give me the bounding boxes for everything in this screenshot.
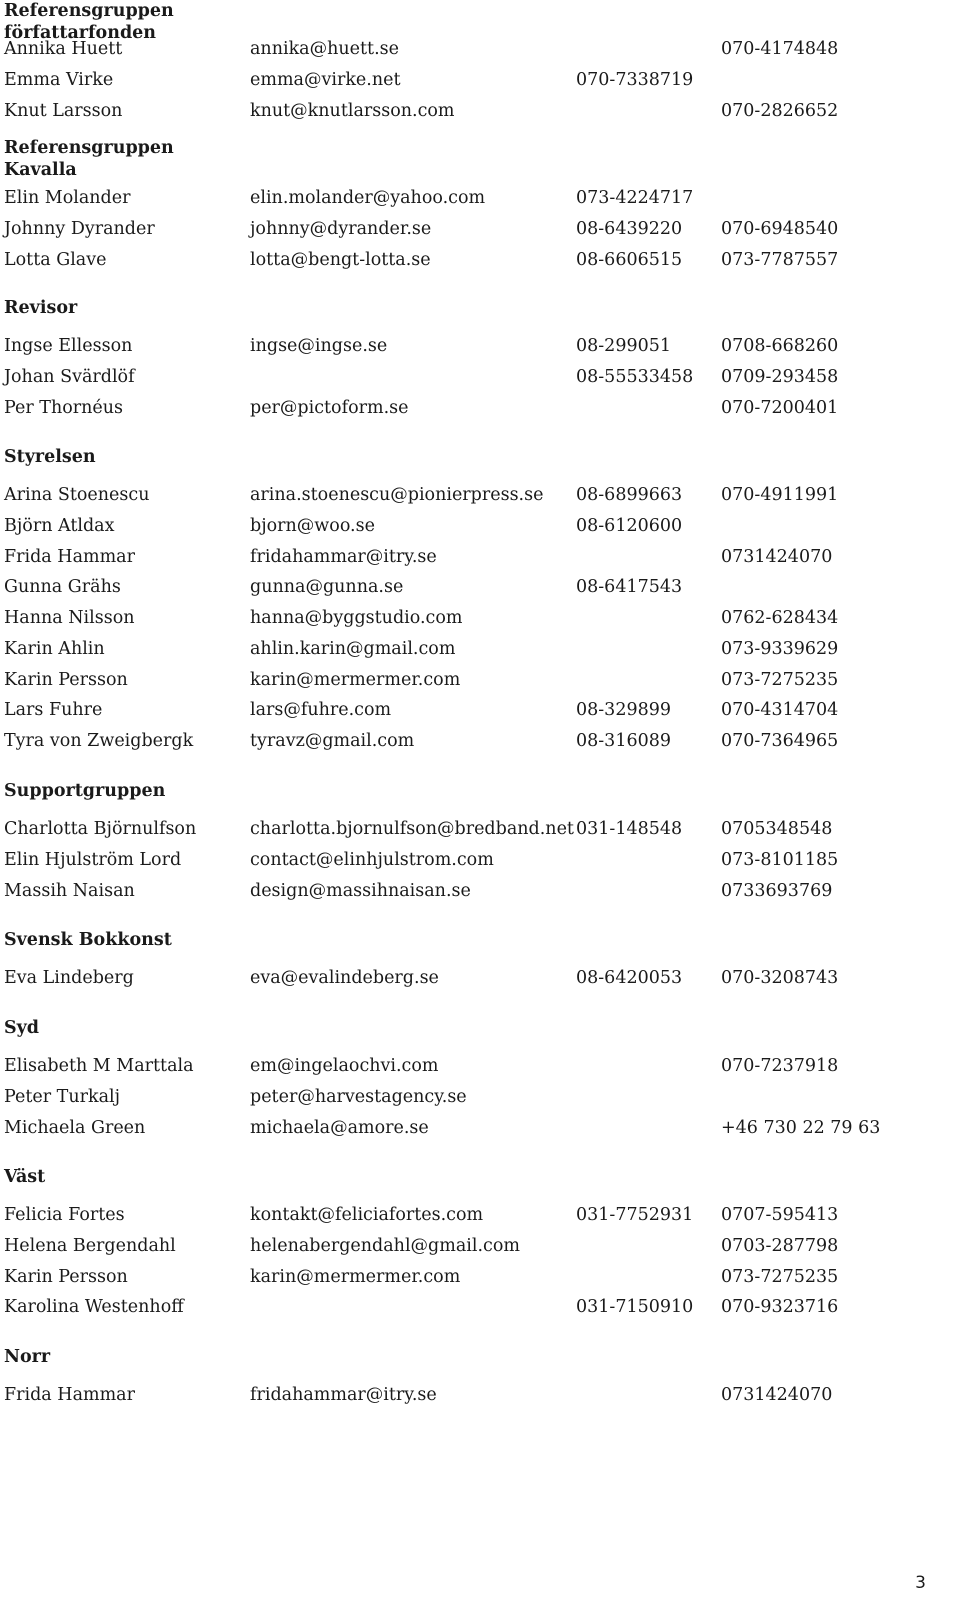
contact-email[interactable]: per@pictoform.se xyxy=(250,397,409,418)
contact-name: Michaela Green xyxy=(4,1117,146,1138)
contact-mobile: 070-4911991 xyxy=(721,485,839,505)
section-heading: Syd xyxy=(4,1018,40,1038)
contact-name: Lotta Glave xyxy=(4,249,107,270)
contact-name: Karin Ahlin xyxy=(4,638,105,659)
contact-mobile: 0731424070 xyxy=(721,546,833,567)
contact-phone: 08-6899663 xyxy=(576,485,683,505)
contact-mobile: 073-9339629 xyxy=(721,638,839,659)
contact-mobile: 070-7200401 xyxy=(721,397,839,418)
contact-mobile: 073-7787557 xyxy=(721,249,839,270)
contact-mobile: 070-9323716 xyxy=(721,1297,839,1318)
contact-email[interactable]: contact@elinhjulstrom.com xyxy=(250,849,494,870)
contact-name: Helena Bergendahl xyxy=(4,1235,176,1256)
contact-name: Frida Hammar xyxy=(4,546,135,567)
contact-name: Björn Atldax xyxy=(4,515,115,536)
contact-mobile: 0708-668260 xyxy=(721,336,839,356)
contact-name: Felicia Fortes xyxy=(4,1205,125,1225)
contact-phone: 031-148548 xyxy=(576,819,683,839)
contact-email[interactable]: ingse@ingse.se xyxy=(250,336,388,356)
contact-name: Johan Svärdlöf xyxy=(4,366,135,387)
contact-name: Massih Naisan xyxy=(4,880,135,901)
contact-name: Emma Virke xyxy=(4,69,114,90)
contact-mobile: 070-4174848 xyxy=(721,39,839,59)
contact-email[interactable]: emma@virke.net xyxy=(250,69,401,90)
contact-name: Karin Persson xyxy=(4,1266,128,1287)
section-heading: Norr xyxy=(4,1347,51,1367)
contact-name: Elisabeth M Marttala xyxy=(4,1056,194,1076)
section-heading: Revisor xyxy=(4,298,78,318)
contact-email[interactable]: tyravz@gmail.com xyxy=(250,731,415,751)
contact-mobile: 0709-293458 xyxy=(721,366,839,387)
contact-phone: 031-7150910 xyxy=(576,1297,694,1318)
contact-mobile: 070-7237918 xyxy=(721,1056,839,1076)
contact-name: Frida Hammar xyxy=(4,1385,135,1405)
contact-phone: 08-6417543 xyxy=(576,577,683,598)
contact-name: Arina Stoenescu xyxy=(4,485,150,505)
contact-phone: 08-6420053 xyxy=(576,968,683,988)
contact-phone: 08-6120600 xyxy=(576,515,683,536)
contact-phone: 070-7338719 xyxy=(576,69,694,90)
contact-email[interactable]: karin@mermermer.com xyxy=(250,669,461,690)
contact-name: Karolina Westenhoff xyxy=(4,1297,184,1318)
contact-mobile: 073-8101185 xyxy=(721,849,839,870)
section-heading: Referensgruppen Kavalla xyxy=(4,138,174,180)
contact-mobile: 0762-628434 xyxy=(721,608,839,628)
contact-email[interactable]: fridahammar@itry.se xyxy=(250,1385,437,1405)
page-number: 3 xyxy=(915,1573,926,1593)
contact-email[interactable]: eva@evalindeberg.se xyxy=(250,968,439,988)
contact-mobile: 070-2826652 xyxy=(721,100,839,121)
contact-phone: 08-329899 xyxy=(576,700,671,721)
contact-mobile: 073-7275235 xyxy=(721,1266,839,1287)
contact-email[interactable]: lotta@bengt-lotta.se xyxy=(250,249,431,270)
contact-name: Ingse Ellesson xyxy=(4,336,133,356)
contact-email[interactable]: em@ingelaochvi.com xyxy=(250,1056,439,1076)
section-heading: Styrelsen xyxy=(4,447,96,467)
contact-mobile: 070-3208743 xyxy=(721,968,839,988)
section-heading: Referensgruppen författarfonden xyxy=(4,1,174,43)
contact-name: Elin Hjulström Lord xyxy=(4,849,182,870)
contact-email[interactable]: michaela@amore.se xyxy=(250,1117,429,1138)
contact-email[interactable]: fridahammar@itry.se xyxy=(250,546,437,567)
contact-phone: 08-6439220 xyxy=(576,218,683,239)
contact-email[interactable]: karin@mermermer.com xyxy=(250,1266,461,1287)
contact-email[interactable]: ahlin.karin@gmail.com xyxy=(250,638,456,659)
contact-phone: 08-55533458 xyxy=(576,366,694,387)
contact-phone: 031-7752931 xyxy=(576,1205,694,1225)
contact-mobile: 073-7275235 xyxy=(721,669,839,690)
contact-email[interactable]: helenabergendahl@gmail.com xyxy=(250,1235,520,1256)
contact-name: Karin Persson xyxy=(4,669,128,690)
contact-mobile: +46 730 22 79 63 xyxy=(721,1117,881,1138)
contact-mobile: 070-7364965 xyxy=(721,731,839,751)
contact-name: Peter Turkalj xyxy=(4,1086,121,1107)
contact-name: Hanna Nilsson xyxy=(4,608,135,628)
contact-name: Tyra von Zweigbergk xyxy=(4,731,194,751)
contact-name: Knut Larsson xyxy=(4,100,123,121)
contact-name: Per Thornéus xyxy=(4,397,123,418)
contact-email[interactable]: kontakt@feliciafortes.com xyxy=(250,1205,484,1225)
contact-name: Charlotta Björnulfson xyxy=(4,819,197,839)
contact-email[interactable]: knut@knutlarsson.com xyxy=(250,100,455,121)
contact-mobile: 0731424070 xyxy=(721,1385,833,1405)
contact-email[interactable]: hanna@byggstudio.com xyxy=(250,608,463,628)
contact-email[interactable]: gunna@gunna.se xyxy=(250,577,404,598)
contact-email[interactable]: lars@fuhre.com xyxy=(250,700,392,721)
contact-mobile: 0733693769 xyxy=(721,880,833,901)
contact-email[interactable]: bjorn@woo.se xyxy=(250,515,375,536)
contact-email[interactable]: design@massihnaisan.se xyxy=(250,880,471,901)
contact-name: Elin Molander xyxy=(4,188,131,208)
contact-mobile: 0707-595413 xyxy=(721,1205,839,1225)
contact-mobile: 070-4314704 xyxy=(721,700,839,721)
contact-phone: 08-6606515 xyxy=(576,249,683,270)
contact-name: Gunna Grähs xyxy=(4,577,121,598)
contact-mobile: 070-6948540 xyxy=(721,218,839,239)
contact-phone: 08-299051 xyxy=(576,336,671,356)
contact-email[interactable]: arina.stoenescu@pionierpress.se xyxy=(250,485,544,505)
contact-mobile: 0703-287798 xyxy=(721,1235,839,1256)
contact-email[interactable]: johnny@dyrander.se xyxy=(250,218,432,239)
contact-phone: 073-4224717 xyxy=(576,188,694,208)
contact-name: Lars Fuhre xyxy=(4,700,103,721)
contact-name: Annika Huett xyxy=(4,39,123,59)
contact-email[interactable]: elin.molander@yahoo.com xyxy=(250,188,486,208)
contact-name: Eva Lindeberg xyxy=(4,968,134,988)
contact-email[interactable]: peter@harvestagency.se xyxy=(250,1086,467,1107)
contact-phone: 08-316089 xyxy=(576,731,671,751)
contact-email[interactable]: charlotta.bjornulfson@bredband.net xyxy=(250,819,574,839)
section-heading: Supportgruppen xyxy=(4,781,166,801)
contact-mobile: 0705348548 xyxy=(721,819,833,839)
contact-email[interactable]: annika@huett.se xyxy=(250,39,399,59)
section-heading: Svensk Bokkonst xyxy=(4,930,172,950)
section-heading: Väst xyxy=(4,1167,46,1187)
contact-name: Johnny Dyrander xyxy=(4,218,155,239)
